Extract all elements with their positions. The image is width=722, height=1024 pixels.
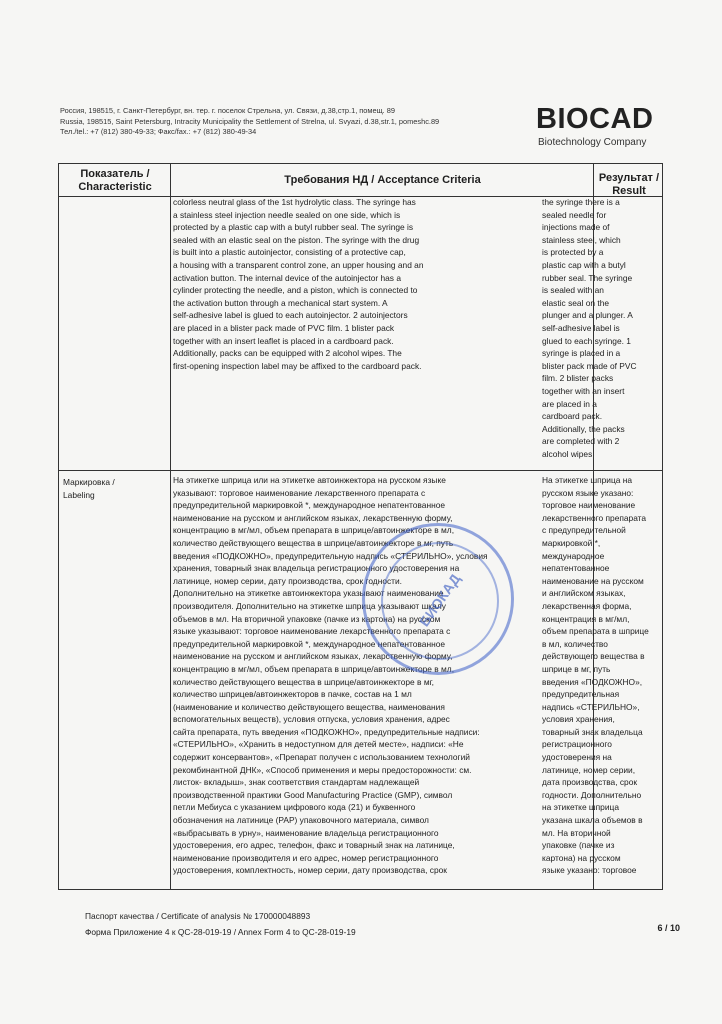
address-ru: Россия, 198515, г. Санкт-Петербург, вн. тер. г. поселок Стрельна, ул. Связи, д.38,стр.1, помещ. 89 xyxy=(60,106,396,115)
result-line: plunger and a plunger. A xyxy=(542,310,633,321)
header-result: Результат / Result xyxy=(598,172,660,197)
criteria-line: удостоверения, комплектность, номер серии, дату производства, срок xyxy=(173,865,447,876)
result-line: syringe is placed in a xyxy=(542,348,621,359)
criteria-line: производителя. Дополнительно на этикетке шприца указывают шкалу xyxy=(173,600,446,611)
criteria-line: петли Мебиуса с указанием цифрового кода (21) и буквенного xyxy=(173,802,416,813)
criteria-line: количество действующего вещества в шприце/автоинжекторе в мг, xyxy=(173,676,434,687)
criteria-line: self-adhesive label is glued to each autoinjector. 2 autoinjectors xyxy=(173,310,408,321)
criteria-line: colorless neutral glass of the 1st hydrolytic class. The syringe has xyxy=(173,197,416,207)
result-line: в мл, количество xyxy=(542,638,608,649)
criteria-line: наименование на русском и английском языках, лекарственную форму, xyxy=(173,512,453,523)
result-line: на этикетке шприца xyxy=(542,802,619,813)
phone-fax: Тел./tel.: +7 (812) 380-49-33; Факс/fax.: +7 (812) 380-49-34 xyxy=(60,127,257,136)
column-characteristic xyxy=(59,164,171,889)
criteria-line: производственной практики Good Manufacturing Practice (GMP), символ xyxy=(173,789,453,800)
criteria-line: first-opening inspection label may be affixed to the cardboard pack. xyxy=(173,360,422,371)
result-line: are completed with 2 xyxy=(542,436,620,447)
result-line: injections made of xyxy=(542,222,610,233)
result-line: plastic cap with a butyl xyxy=(542,259,626,270)
stamp-text-svg xyxy=(365,526,511,672)
criteria-line: содержит консервантов», «Препарат получен с использованием технологий xyxy=(173,752,470,763)
header-characteristic: Показатель / Characteristic xyxy=(78,168,152,193)
result-line: годности. Дополнительно xyxy=(542,789,642,800)
page-number: 6 / 10 xyxy=(657,923,680,933)
criteria-line: языке указывают: торговое наименование лекарственного препарата с xyxy=(173,626,451,637)
result-line: мл. На вторичной xyxy=(542,827,611,838)
criteria-line: На этикетке шприца или на этикетке автоинжектора на русском языке xyxy=(173,475,446,485)
criteria-table xyxy=(58,163,663,890)
result-line: удостоверения на xyxy=(542,752,612,763)
result-line: объем препарата в шприце xyxy=(542,626,649,637)
row1-criteria-text xyxy=(173,196,424,372)
result-line: glued to each syringe. 1 xyxy=(542,335,631,346)
criteria-line: введения «ПОДКОЖНО», предупредительную надпись «СТЕРИЛЬНО», условия xyxy=(173,550,488,561)
result-line: лекарственного препарата xyxy=(542,512,647,523)
result-line: указана шкала объемов в xyxy=(542,815,643,826)
result-line: шприце в мг, путь xyxy=(542,663,611,674)
row2-result-text xyxy=(542,474,649,877)
result-line: непатентованное xyxy=(542,563,610,574)
criteria-line: наименование на русском и английском языках, лекарственную форму, xyxy=(173,651,453,662)
criteria-line: «выбрасывать в урну», наименование владельца регистрационного xyxy=(173,827,439,838)
criteria-line: protected by a plastic cap with a butyl rubber seal. The syringe is xyxy=(173,222,414,233)
result-line: лекарственная форма, xyxy=(542,600,632,611)
result-line: товарный знак владельца xyxy=(542,726,643,737)
result-line: действующего вещества в xyxy=(542,651,645,662)
result-line: латинице, номер серии, xyxy=(542,764,636,775)
criteria-line: Дополнительно на этикетке автоинжектора указывают наименование xyxy=(173,588,444,599)
address-en: Russia, 198515, Saint Petersburg, Intracity Municipality the Settlement of Strelna, ul. Svyazi, d.38,str.1, pomeshc.89 xyxy=(60,116,440,126)
result-line: русском языке указано: xyxy=(542,487,634,498)
company-address xyxy=(60,106,439,138)
form-reference: Форма Приложение 4 к QC-28-019-19 / Annex Form 4 to QC-28-019-19 xyxy=(85,927,356,937)
criteria-line: объемов в мл. На вторичной упаковке (пачке из картона) на русском xyxy=(173,613,441,624)
result-line: stainless steel, which xyxy=(542,234,621,245)
criteria-line: латинице, номер серии, дату производства, срок годности. xyxy=(173,575,403,586)
stamp-text: БИОКАД xyxy=(415,570,464,630)
result-line: наименование на русском xyxy=(542,575,644,586)
criteria-line: is built into a plastic autoinjector, consisting of a protective cap, xyxy=(173,247,406,258)
result-line: введения «ПОДКОЖНО», xyxy=(542,676,643,687)
row2-characteristic: Маркировка / Labeling xyxy=(63,477,115,500)
criteria-line: cylinder protecting the needle, and a piston, which is connected to xyxy=(173,285,418,296)
criteria-line: обозначения на латинице (PAP) упаковочного материала, символ xyxy=(173,815,429,826)
result-line: картона) на русском xyxy=(542,852,621,863)
biocad-logo xyxy=(536,103,676,148)
criteria-line: предупредительной маркировкой *, международное непатентованное xyxy=(173,638,446,649)
criteria-line: the activation button through a mechanical start system. A xyxy=(173,297,388,308)
criteria-line: сайта препарата, путь введения «ПОДКОЖНО», предупредительные надписи: xyxy=(173,726,480,737)
result-line: предупредительная xyxy=(542,689,620,700)
header-criteria: Требования НД / Acceptance Criteria xyxy=(284,174,481,186)
logo-subtitle: Biotechnology Company xyxy=(538,137,647,148)
result-line: торговое наименование xyxy=(542,500,636,511)
result-line: cardboard pack. xyxy=(542,411,603,422)
criteria-line: are placed in a blister pack made of PVC film. 1 blister pack xyxy=(173,322,395,333)
result-line: the syringe there is a xyxy=(542,197,620,207)
criteria-line: хранения, товарный знак владельца регистрационного удостоверения на xyxy=(173,563,460,574)
criteria-line: концентрацию в мг/мл, объем препарата в шприце/автоинжекторе в мл, xyxy=(173,525,455,536)
logo-wordmark: BIOCAD xyxy=(536,103,654,135)
criteria-line: together with an insert leaflet is placed in a cardboard pack. xyxy=(173,335,394,346)
criteria-line: рекомбинантной ДНК», «Способ применения и меры предосторожности: см. xyxy=(173,764,472,775)
result-line: надпись «СТЕРИЛЬНО», xyxy=(542,701,640,712)
criteria-line: Additionally, packs can be equipped with 2 alcohol wipes. The xyxy=(173,348,402,359)
result-line: условия хранения, xyxy=(542,714,615,725)
criteria-line: листок- вкладыш», знак соответствия стандартам надлежащей xyxy=(173,777,420,788)
result-line: blister pack made of PVC xyxy=(542,360,637,371)
result-line: rubber seal. The syringe xyxy=(542,272,633,283)
criteria-line: концентрацию в мг/мл, объем препарата в шприце/автоинжекторе в мл, xyxy=(173,663,455,674)
criteria-line: количество действующего вещества в шприце/автоинжекторе в мг, путь xyxy=(173,537,454,548)
result-line: концентрация в мг/мл, xyxy=(542,613,630,624)
result-line: film. 2 blister packs xyxy=(542,373,614,384)
result-line: языке указано: торговое xyxy=(542,865,637,876)
criteria-line: «СТЕРИЛЬНО», «Хранить в недоступном для детей месте», надписи: «Не xyxy=(173,739,464,750)
criteria-line: sealed with an elastic seal on the piston. The syringe with the drug xyxy=(173,234,420,245)
result-line: дата производства, срок xyxy=(542,777,638,788)
official-stamp xyxy=(362,523,514,675)
criteria-line: удостоверения, его адрес, телефон, факс и товарный знак на латинице, xyxy=(173,840,455,851)
criteria-line: вспомогательных веществ), условия отпуска, условия хранения, адрес xyxy=(173,714,450,725)
result-line: is sealed with an xyxy=(542,285,604,296)
result-line: с предупредительной xyxy=(542,525,626,536)
criteria-line: a housing with a transparent control zone, an upper housing and an xyxy=(173,259,424,270)
result-line: together with an insert xyxy=(542,385,625,396)
criteria-line: предупредительной маркировкой *, международное непатентованное xyxy=(173,500,446,511)
result-line: международное xyxy=(542,550,605,561)
result-line: маркировкой *, xyxy=(542,537,601,548)
certificate-number: Паспорт качества / Certificate of analysis № 170000048893 xyxy=(85,911,311,921)
result-line: elastic seal on the xyxy=(542,297,610,308)
result-line: и английском языках, xyxy=(542,588,626,599)
criteria-line: (наименование и количество действующего вещества, наименования xyxy=(173,701,445,712)
result-line: упаковке (пачке из xyxy=(542,840,615,851)
result-line: На этикетке шприца на xyxy=(542,475,633,485)
result-line: is protected by a xyxy=(542,247,604,258)
result-line: are placed in a xyxy=(542,398,597,409)
criteria-line: наименование производителя и его адрес, номер регистрационного xyxy=(173,852,439,863)
row-divider xyxy=(59,470,662,471)
result-line: Additionally, the packs xyxy=(542,423,625,434)
criteria-line: activation button. The internal device of the autoinjector has a xyxy=(173,272,401,283)
result-line: регистрационного xyxy=(542,739,612,750)
criteria-line: количество шприцев/автоинжекторов в пачке, состав на 1 мл xyxy=(173,689,412,700)
row1-result-text xyxy=(542,196,637,460)
result-line: sealed needle for xyxy=(542,209,607,220)
result-line: self-adhesive label is xyxy=(542,322,620,333)
criteria-line: указывают: торговое наименование лекарственного препарата с xyxy=(173,487,426,498)
criteria-line: a stainless steel injection needle sealed on one side, which is xyxy=(173,209,401,220)
result-line: alcohol wipes xyxy=(542,448,593,459)
